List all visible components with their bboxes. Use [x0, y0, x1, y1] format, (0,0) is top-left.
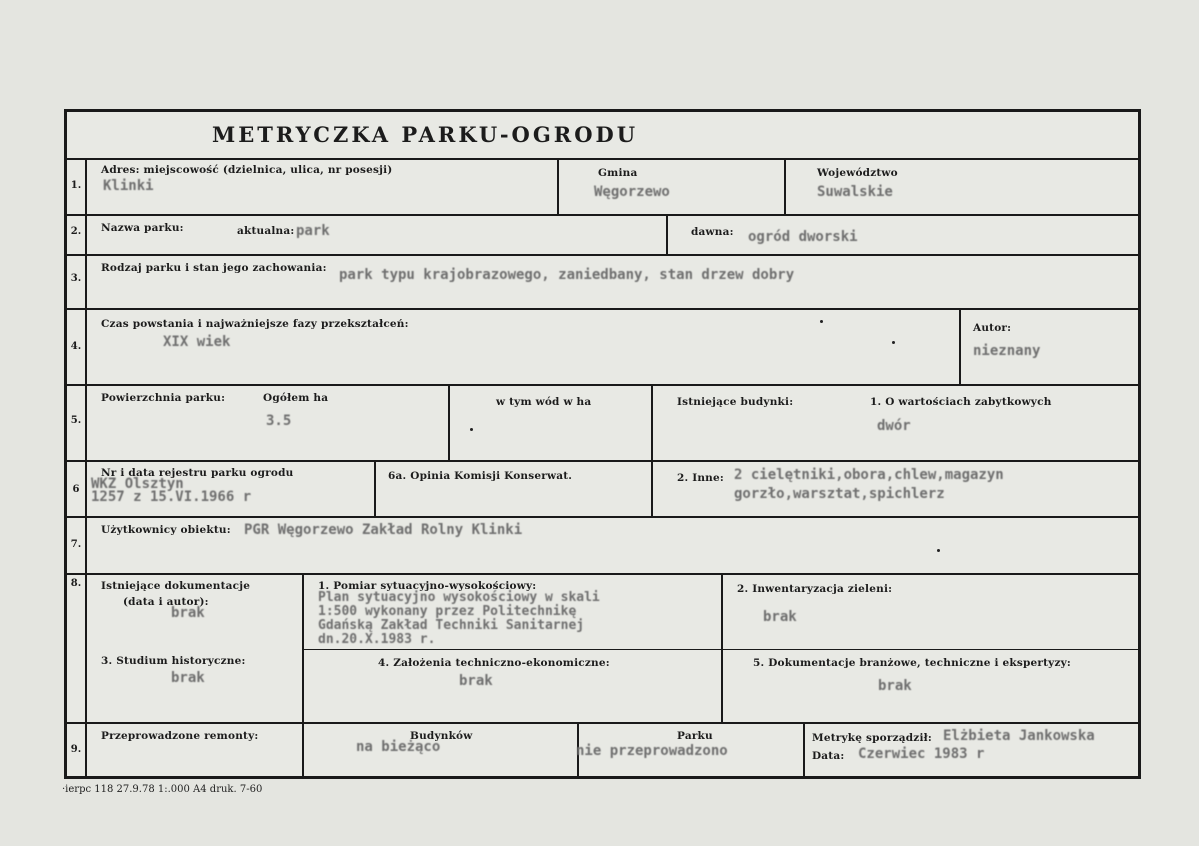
cell-divider [959, 308, 961, 384]
heritage-buildings-value: dwór [877, 418, 911, 434]
current-name-label: aktualna: [237, 225, 295, 237]
author-label: Autor: [973, 322, 1012, 334]
register-value-line1: WKZ Olsztyn [91, 476, 184, 492]
water-area-label: w tym wód w ha [496, 396, 592, 408]
historical-study-value: brak [171, 670, 205, 686]
paper-speck [470, 428, 473, 431]
branch-docs-value: brak [878, 678, 912, 694]
divider [67, 722, 1141, 724]
cell-divider [803, 722, 805, 779]
row-number: 4. [70, 341, 82, 352]
row-number: 8. [70, 578, 82, 589]
cell-divider [651, 460, 653, 516]
gmina-value: Węgorzewo [594, 184, 670, 200]
gmina-label: Gmina [598, 167, 638, 179]
documentation-sublabel: (data i autor): [123, 596, 209, 608]
address-label: Adres: miejscowość (dzielnica, ulica, nr posesji) [101, 164, 393, 176]
repairs-label: Przeprowadzone remonty: [101, 730, 259, 742]
buildings-label: Istniejące budynki: [677, 396, 794, 408]
users-label: Użytkownicy obiektu: [101, 524, 231, 536]
row-number: 5. [70, 415, 82, 426]
row-number: 9. [70, 744, 82, 755]
paper-speck [892, 341, 895, 344]
conservator-opinion-label: 6a. Opinia Komisji Konserwat. [388, 470, 573, 482]
prepared-by-label: Metrykę sporządził: [812, 732, 932, 744]
survey-label: 1. Pomiar sytuacyjno-wysokościowy: [318, 580, 537, 592]
area-total-value: 3.5 [266, 413, 292, 429]
divider [67, 254, 1141, 256]
other-buildings-value-line2: gorzło,warsztat,spichlerz [734, 486, 945, 502]
history-label: Czas powstania i najważniejsze fazy przekształceń: [101, 318, 409, 330]
tech-assumptions-value: brak [459, 673, 493, 689]
former-name-label: dawna: [691, 226, 734, 238]
row-number: 7. [70, 539, 82, 550]
cell-divider [666, 214, 668, 254]
cell-divider [448, 384, 450, 460]
building-repairs-label: Budynków [410, 730, 473, 742]
divider [67, 158, 1141, 160]
documentation-value: brak [171, 605, 205, 621]
area-label: Powierzchnia parku: [101, 392, 226, 404]
date-value: Czerwiec 1983 r [858, 746, 985, 762]
users-value: PGR Węgorzewo Zakład Rolny Klinki [244, 522, 523, 538]
register-value-line2: 1257 z 15.VI.1966 r [91, 489, 252, 505]
divider [67, 460, 1141, 462]
row-number: 2. [70, 226, 82, 237]
prepared-by-value: Elżbieta Jankowska [943, 728, 1095, 744]
voivodeship-label: Województwo [817, 167, 898, 179]
current-name-value: park [296, 223, 330, 239]
divider [67, 384, 1141, 386]
divider [67, 573, 1141, 575]
date-label: Data: [812, 750, 845, 762]
row-number: 3. [70, 273, 82, 284]
paper-speck [937, 549, 940, 552]
park-repairs-label: Parku [677, 730, 713, 742]
divider [67, 214, 1141, 216]
divider [67, 516, 1141, 518]
survey-value: Plan sytuacyjno wysokościowy w skali 1:500 wykonany przez Politechnikę Gdańską Zakład Techniki Sanitarnej dn.20.X.1983 r. [318, 590, 600, 647]
former-name-value: ogród dworski [748, 229, 858, 245]
cell-divider [302, 722, 304, 779]
cell-divider [721, 573, 723, 722]
history-value: XIX wiek [163, 334, 231, 350]
cell-divider [302, 573, 304, 722]
cell-divider [651, 384, 653, 460]
metric-card-form [64, 109, 1141, 779]
area-total-label: Ogółem ha [263, 392, 329, 404]
heritage-buildings-label: 1. O wartościach zabytkowych [870, 396, 1052, 408]
cell-divider [374, 460, 376, 516]
print-footer: ·ierpc 118 27.9.78 1:.000 A4 druk. 7-60 [62, 784, 263, 795]
historical-study-label: 3. Studium historyczne: [101, 655, 246, 667]
other-buildings-value-line1: 2 cielętniki,obora,chlew,magazyn [734, 467, 1004, 483]
row-number: 6 [72, 484, 80, 495]
building-repairs-value: na bieżąco [356, 739, 441, 755]
voivodeship-value: Suwalskie [817, 184, 893, 200]
branch-docs-label: 5. Dokumentacje branżowe, techniczne i ekspertyzy: [753, 657, 1072, 669]
author-value: nieznany [973, 343, 1041, 359]
green-inventory-label: 2. Inwentaryzacja zieleni: [737, 583, 893, 595]
tech-assumptions-label: 4. Założenia techniczno-ekonomiczne: [378, 657, 610, 669]
number-column-line [85, 158, 87, 779]
divider [67, 308, 1141, 310]
cell-divider [784, 158, 786, 214]
paper-speck [820, 320, 823, 323]
address-value: Klinki [103, 178, 154, 194]
form-title: METRYCZKA PARKU-OGRODU [212, 122, 639, 147]
documentation-label: Istniejące dokumentacje [101, 580, 251, 592]
park-type-label: Rodzaj parku i stan jego zachowania: [101, 262, 327, 274]
row-number: 1. [70, 180, 82, 191]
park-type-value: park typu krajobrazowego, zaniedbany, stan drzew dobry [339, 267, 795, 283]
park-repairs-value: nie przeprowadzono [576, 743, 728, 759]
register-label: Nr i data rejestru parku ogrodu [101, 467, 294, 479]
park-name-label: Nazwa parku: [101, 222, 184, 234]
cell-divider [557, 158, 559, 214]
other-buildings-label: 2. Inne: [677, 472, 724, 484]
green-inventory-value: brak [763, 609, 797, 625]
